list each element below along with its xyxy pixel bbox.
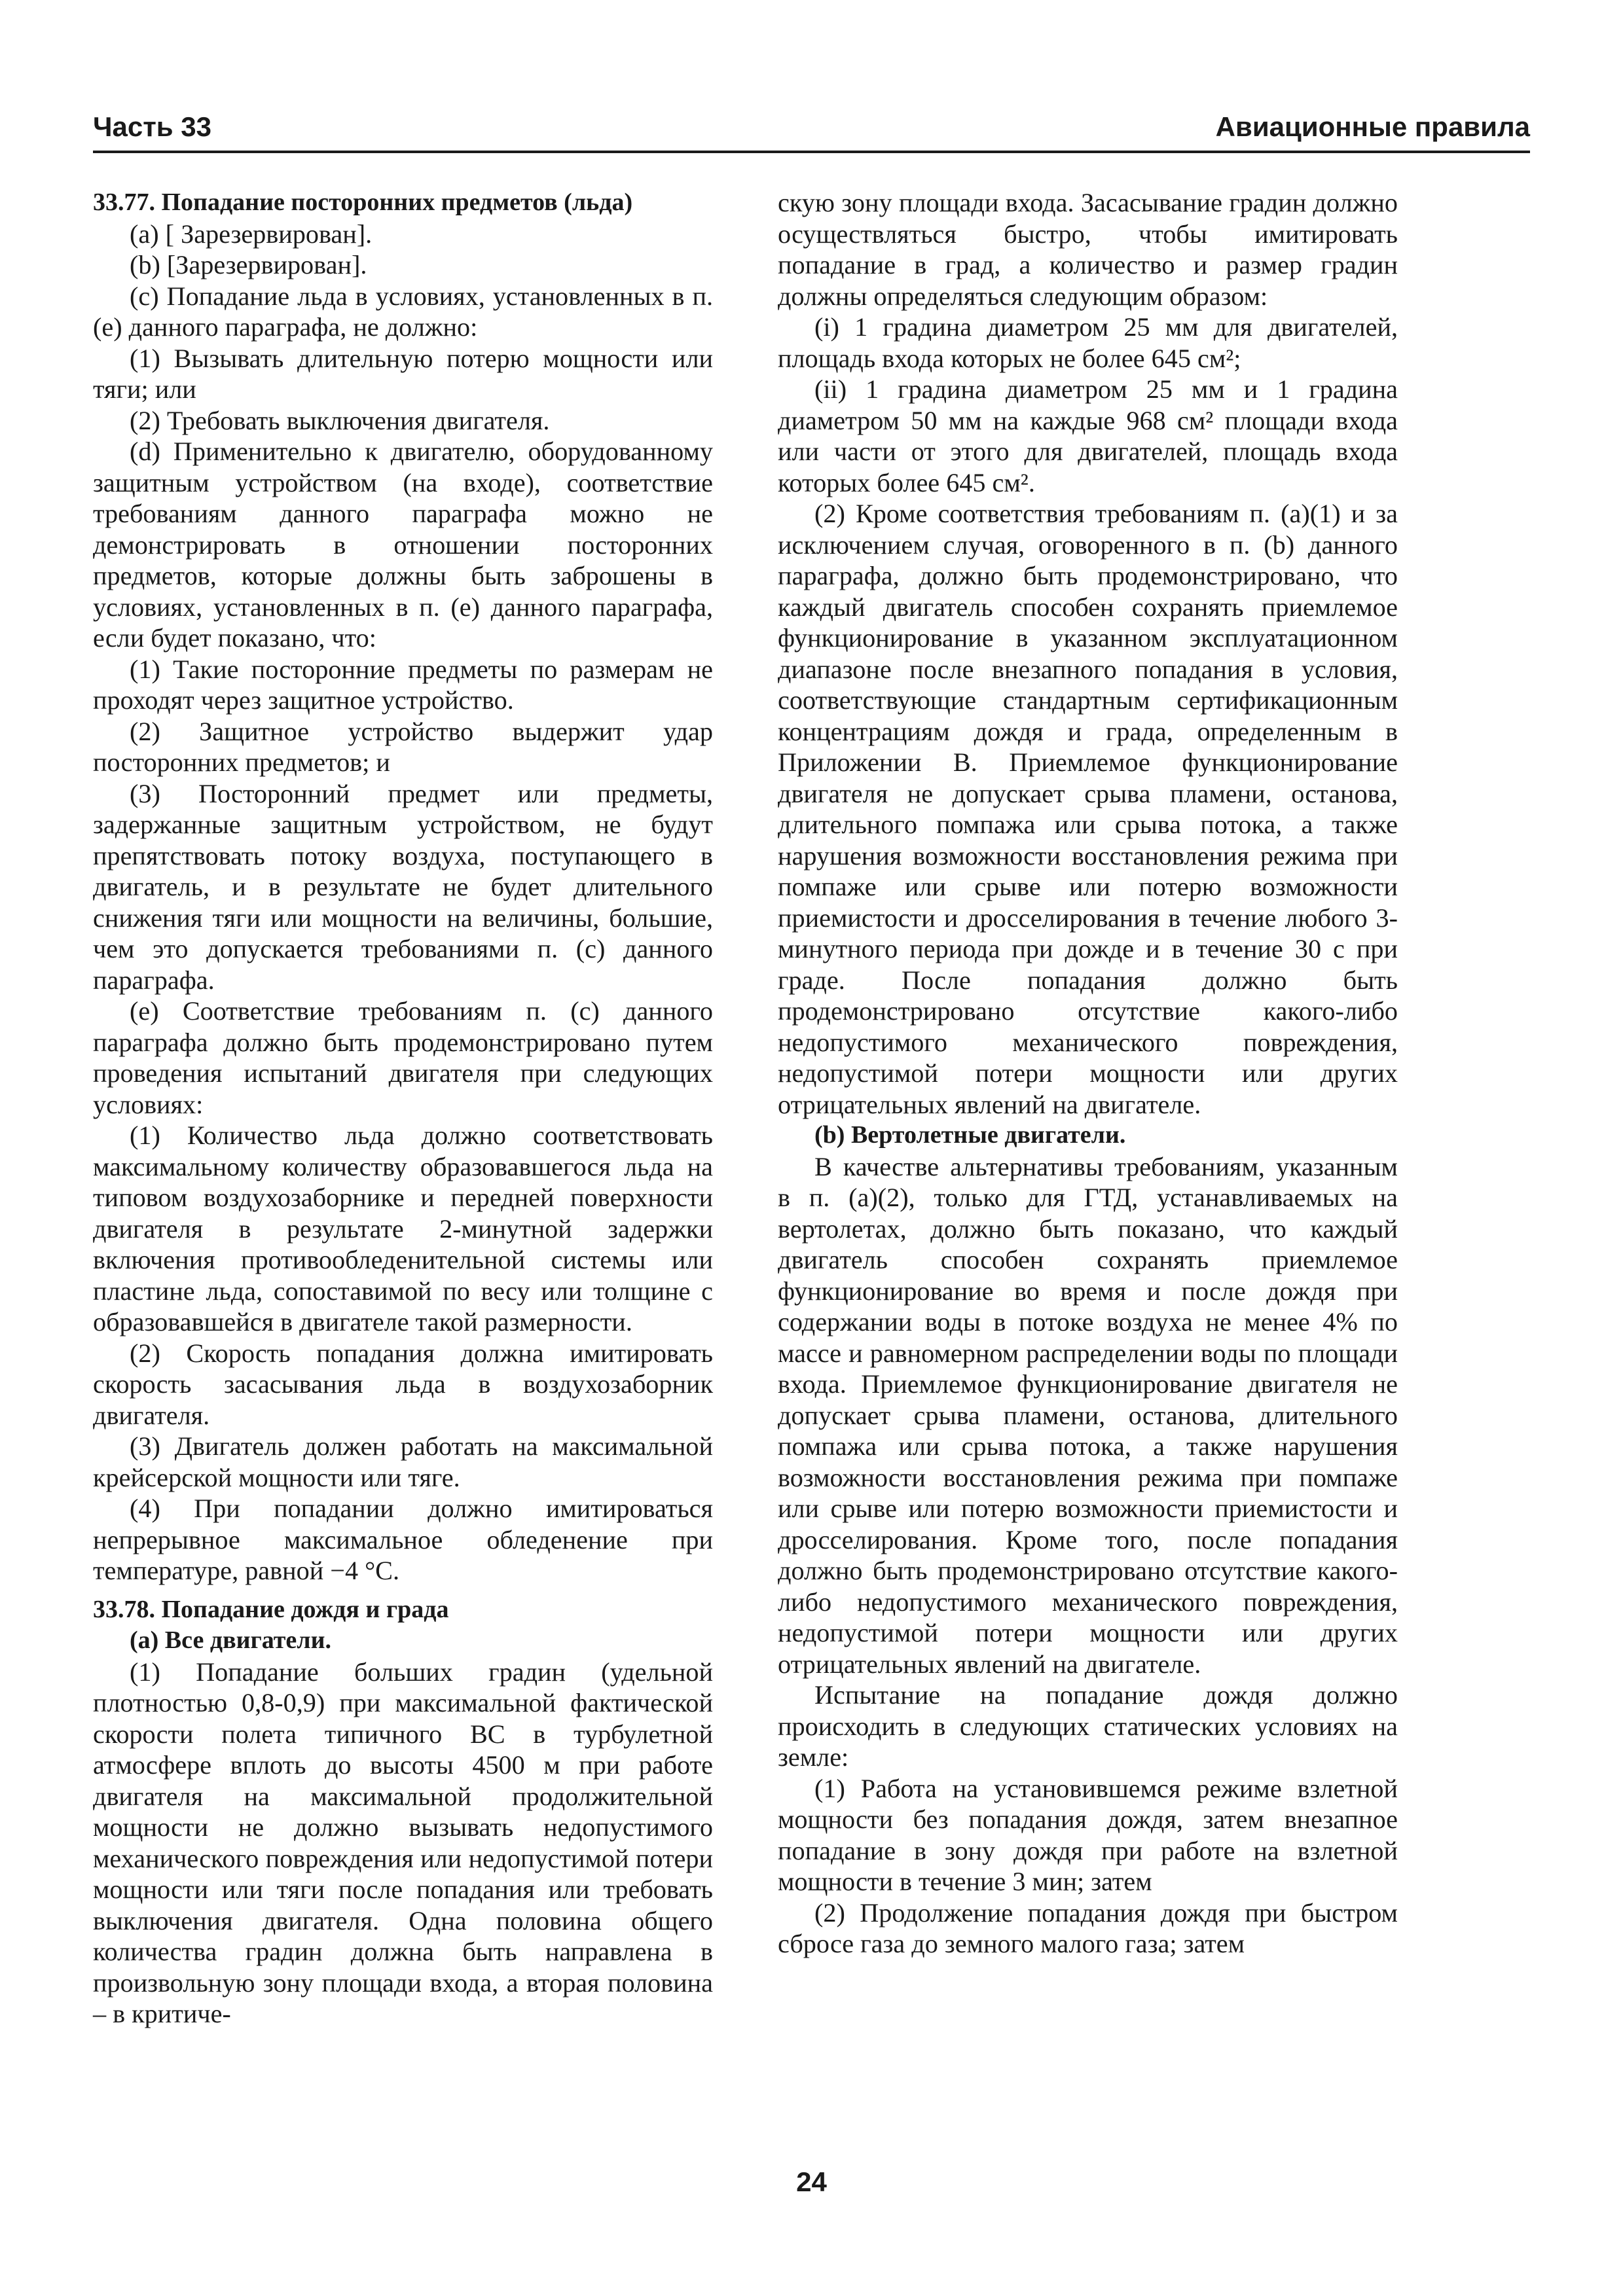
paragraph: (2) Защитное устройство выдержит удар посторонних предметов; и — [93, 716, 713, 777]
left-column — [93, 187, 713, 2030]
paragraph: скую зону площади входа. Засасывание градин должно осуществляться быстро, чтобы имитировать попадание в град, а количество и размер градин должны определяться следующим образом: — [778, 188, 1398, 311]
paragraph: (b) [Зарезервирован]. — [130, 250, 367, 279]
running-header — [93, 98, 1530, 153]
paragraph: (2) Требовать выключения двигателя. — [130, 405, 550, 435]
paragraph: (2) Кроме соответствия требованиям п. (a)(1) и за исключением случая, оговоренного в п. (b) данного параграфа, должно быть продемонстрировано, что каждый двигатель способен сохранять приемлемое функционирование в указанном эксплуатационном диапазоне после внезапного попадания в условия, соответствующие стандартным сертификационным концентрациям дождя и града, определенным в Приложении В. Приемлемое функционирование двигателя не допускает срыва пламени, останова, длительного помпажа или срыва потока, а также нарушения возможности восстановления режима при помпаже или срыве или потерю возможности приемистости и дросселирования в течение любого 3-минутного периода при дожде и в течение 30 с при граде. После попадания должно быть продемонстрировано отсутствие какого-либо недопустимого механического повреждения, недопустимой потери мощности или других отрицательных явлений на двигателе. — [778, 499, 1398, 1119]
paragraph: (1) Попадание больших градин (удельной плотностью 0,8-0,9) при максимальной фактической скорости полета типичного ВС в турбулетной атмосфере вплоть до высоты 4500 м при работе двигателя на максимальной продолжительной мощности не должно вызывать недопустимого механического повреждения или недопустимой потери мощности или тяги после попадания или требовать выключения двигателя. Одна половина общего количества градин должна быть направлена в произвольную зону площади входа, а вторая половина – в критиче- — [93, 1657, 713, 2028]
paragraph: (1) Работа на установившемся режиме взлетной мощности без попадания дождя, затем внезапное попадание в зону дождя при работе на взлетной мощности в течение 3 мин; затем — [778, 1773, 1398, 1896]
paragraph: (a) [ Зарезервирован]. — [130, 219, 373, 249]
header-title: Авиационные правила — [1215, 111, 1530, 142]
paragraph: (e) Соответствие требованиям п. (c) данного параграфа должно быть продемонстрировано путем проведения испытаний двигателя при следующих условиях: — [93, 996, 713, 1119]
paragraph: (i) 1 градина диаметром 25 мм для двигателей, площадь входа которых не более 645 см²; — [778, 312, 1398, 373]
section-heading: 33.77. Попадание посторонних предметов (льда) — [93, 188, 633, 216]
subsection-heading: (b) Вертолетные двигатели. — [814, 1121, 1126, 1149]
paragraph: (ii) 1 градина диаметром 25 мм и 1 градина диаметром 50 мм на каждые 968 см² площади входа или части от этого для двигателей, площадь входа которых более 645 см². — [778, 374, 1398, 497]
paragraph: (4) При попадании должно имитироваться непрерывное максимальное обледенение при температуре, равной −4 °С. — [93, 1494, 713, 1585]
header-part-label: Часть 33 — [93, 111, 212, 142]
paragraph: В качестве альтернативы требованиям, указанным в п. (a)(2), только для ГТД, устанавливаемых на вертолетах, должно быть показано, что каждый двигатель способен сохранять приемлемое функционирование во время и после дождя при содержании воды в потоке воздуха не менее 4% по массе и равномерном распределении воды по площади входа. Приемлемое функционирование двигателя не допускает срыва пламени, останова, длительного помпажа или срыва потока, а также нарушения возможности восстановления режима при помпаже или срыве или потерю возможности приемистости и дросселирования. Кроме того, после попадания должно быть продемонстрировано отсутствие какого-либо недопустимого механического повреждения, недопустимой потери мощности или других отрицательных явлений на двигателе. — [778, 1151, 1398, 1679]
page-number: 24 — [796, 2166, 827, 2197]
paragraph: (3) Посторонний предмет или предметы, задержанные защитным устройством, не будут препятствовать потоку воздуха, поступающего в двигатель, и в результате не будет длительного снижения тяги или мощности на величины, большие, чем это допускается требованиями п. (c) данного параграфа. — [93, 778, 713, 995]
section-heading: 33.78. Попадание дождя и града — [93, 1595, 449, 1623]
paragraph: (2) Продолжение попадания дождя при быстром сбросе газа до земного малого газа; затем — [778, 1897, 1398, 1958]
paragraph: (1) Количество льда должно соответствовать максимальному количеству образовавшегося льда на типовом воздухозаборнике и передней поверхности двигателя в результате 2-минутной задержки включения противообледенительной системы или пластине льда, сопоставимой по весу или толщине с образовавшейся в двигателе такой размерности. — [93, 1121, 713, 1336]
paragraph: Испытание на попадание дождя должно происходить в следующих статических условиях на земле: — [778, 1680, 1398, 1772]
subsection-heading: (a) Все двигатели. — [130, 1626, 332, 1654]
paragraph: (1) Вызывать длительную потерю мощности или тяги; или — [93, 343, 713, 404]
paragraph: (2) Скорость попадания должна имитировать скорость засасывания льда в воздухозаборник двигателя. — [93, 1338, 713, 1430]
paragraph: (1) Такие посторонние предметы по размерам не проходят через защитное устройство. — [93, 654, 713, 715]
paragraph: (3) Двигатель должен работать на максимальной крейсерской мощности или тяге. — [93, 1431, 713, 1492]
right-column — [778, 187, 1398, 1960]
paragraph: (d) Применительно к двигателю, оборудованному защитным устройством (на входе), соответствие требованиям данного параграфа можно не демонстрировать в отношении посторонних предметов, которые должны быть заброшены в условиях, установленных в п. (e) данного параграфа, если будет показано, что: — [93, 437, 713, 653]
paragraph: (c) Попадание льда в условиях, установленных в п. (e) данного параграфа, не должно: — [93, 281, 713, 342]
